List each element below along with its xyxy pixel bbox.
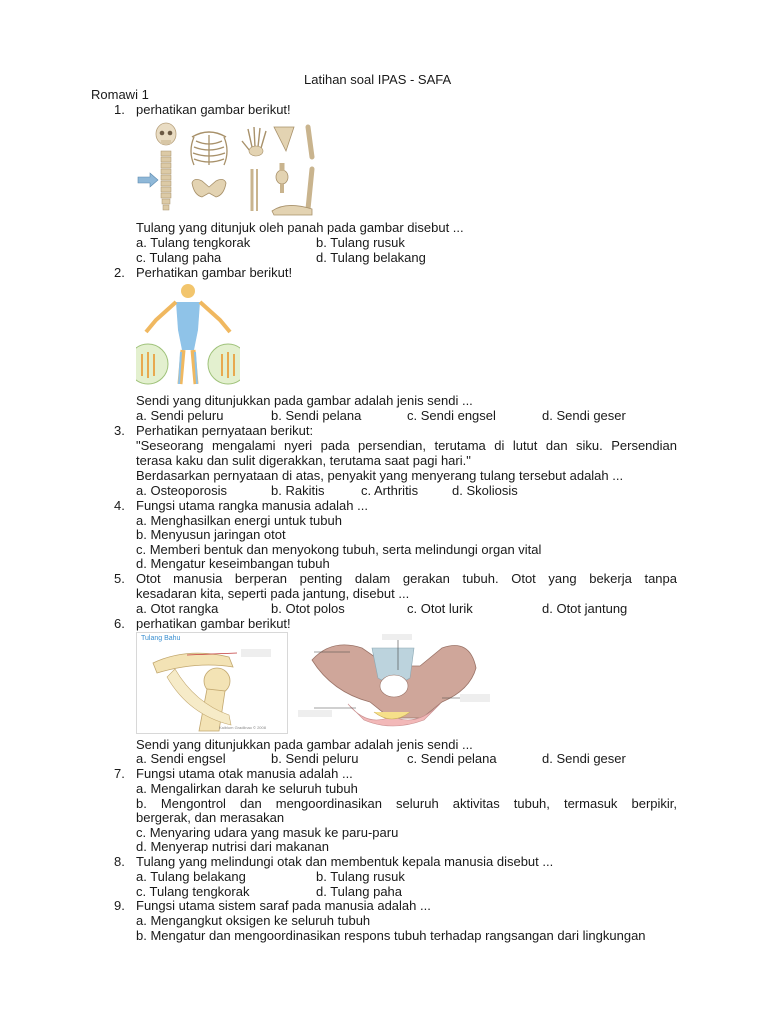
statement-line: "Seseorang mengalami nyeri pada persendian, terutama di lutut dan siku. Persendian [136, 438, 677, 453]
option-c: c. Sendi pelana [407, 751, 497, 766]
question-text: Perhatikan pernyataan berikut: [136, 423, 314, 438]
option-d: d. Skoliosis [452, 483, 518, 498]
option-b: b. Sendi peluru [271, 751, 359, 766]
joint-body-figure [136, 280, 240, 388]
option-c: c. Tulang tengkorak [136, 884, 250, 899]
question-text: perhatikan gambar berikut! [136, 102, 291, 117]
option-d: d. Otot jantung [542, 601, 628, 616]
question-text: Fungsi utama rangka manusia adalah ... [136, 498, 368, 513]
question-prompt: Berdasarkan pernyataan di atas, penyakit yang menyerang tulang tersebut adalah ... [136, 468, 624, 483]
question-text: perhatikan gambar berikut! [136, 616, 291, 631]
question-prompt: Sendi yang ditunjukkan pada gambar adalah jenis sendi ... [136, 737, 473, 752]
option-a: a. Mengalirkan darah ke seluruh tubuh [136, 781, 358, 796]
option-a: a. Tulang tengkorak [136, 235, 251, 250]
option-b: b. Mengontrol dan mengoordinasikan seluruh aktivitas tubuh, termasuk berpikir, [136, 796, 677, 811]
shoulder-bones-drawing [137, 633, 287, 733]
option-c: c. Sendi engsel [407, 408, 496, 423]
option-d: d. Menyerap nutrisi dari makanan [136, 839, 329, 854]
option-c: c. Menyaring udara yang masuk ke paru-paru [136, 825, 399, 840]
pelvis-joint-figure [292, 632, 492, 732]
question-number: 3. [114, 423, 125, 438]
question-prompt: Tulang yang ditunjuk oleh panah pada gambar disebut ... [136, 220, 464, 235]
section-heading: Romawi 1 [91, 87, 149, 102]
question-text: Fungsi utama otak manusia adalah ... [136, 766, 353, 781]
figure-credit: Kaiblum Gradlinao © 2008 [219, 725, 266, 730]
question-number: 2. [114, 265, 125, 280]
option-b-continued: bergerak, dan merasakan [136, 810, 285, 825]
option-a: a. Mengangkut oksigen ke seluruh tubuh [136, 913, 371, 928]
question-number: 6. [114, 616, 125, 631]
option-a: a. Osteoporosis [136, 483, 228, 498]
skeleton-parts-figure [136, 121, 320, 217]
statement-line: terasa kaku dan sulit digerakkan, terutama saat pagi hari." [136, 453, 471, 468]
option-c: c. Tulang paha [136, 250, 222, 265]
option-b: b. Tulang rusuk [316, 235, 405, 250]
question-number: 8. [114, 854, 125, 869]
question-text: Tulang yang melindungi otak dan membentuk kepala manusia disebut ... [136, 854, 554, 869]
option-b: b. Tulang rusuk [316, 869, 405, 884]
option-a: a. Sendi peluru [136, 408, 224, 423]
option-d: d. Tulang belakang [316, 250, 426, 265]
option-b: b. Rakitis [271, 483, 325, 498]
option-b: b. Sendi pelana [271, 408, 362, 423]
option-d: d. Sendi geser [542, 751, 626, 766]
question-number: 1. [114, 102, 125, 117]
shoulder-joint-figure [136, 632, 288, 734]
question-number: 5. [114, 571, 125, 586]
option-a: a. Otot rangka [136, 601, 219, 616]
option-d: d. Sendi geser [542, 408, 626, 423]
question-text: kesadaran kita, seperti pada jantung, disebut ... [136, 586, 410, 601]
question-text: Perhatikan gambar berikut! [136, 265, 293, 280]
option-c: c. Memberi bentuk dan menyokong tubuh, serta melindungi organ vital [136, 542, 542, 557]
question-number: 4. [114, 498, 125, 513]
option-a: a. Menghasilkan energi untuk tubuh [136, 513, 342, 528]
option-a: a. Tulang belakang [136, 869, 246, 884]
question-prompt: Sendi yang ditunjukkan pada gambar adalah jenis sendi ... [136, 393, 473, 408]
option-c: c. Arthritis [361, 483, 419, 498]
option-d: d. Tulang paha [316, 884, 403, 899]
question-text: Otot manusia berperan penting dalam gerakan tubuh. Otot yang bekerja tanpa [136, 571, 677, 586]
question-text: Fungsi utama sistem saraf pada manusia adalah ... [136, 898, 431, 913]
page-title: Latihan soal IPAS - SAFA [304, 72, 452, 87]
question-number: 9. [114, 898, 125, 913]
option-c: c. Otot lurik [407, 601, 473, 616]
option-b: b. Menyusun jaringan otot [136, 527, 286, 542]
option-b: b. Otot polos [271, 601, 345, 616]
question-number: 7. [114, 766, 125, 781]
figure-label: Tulang Bahu [141, 635, 181, 642]
option-b: b. Mengatur dan mengoordinasikan respons tubuh terhadap rangsangan dari lingkungan [136, 928, 646, 943]
option-d: d. Mengatur keseimbangan tubuh [136, 556, 330, 571]
option-a: a. Sendi engsel [136, 751, 226, 766]
